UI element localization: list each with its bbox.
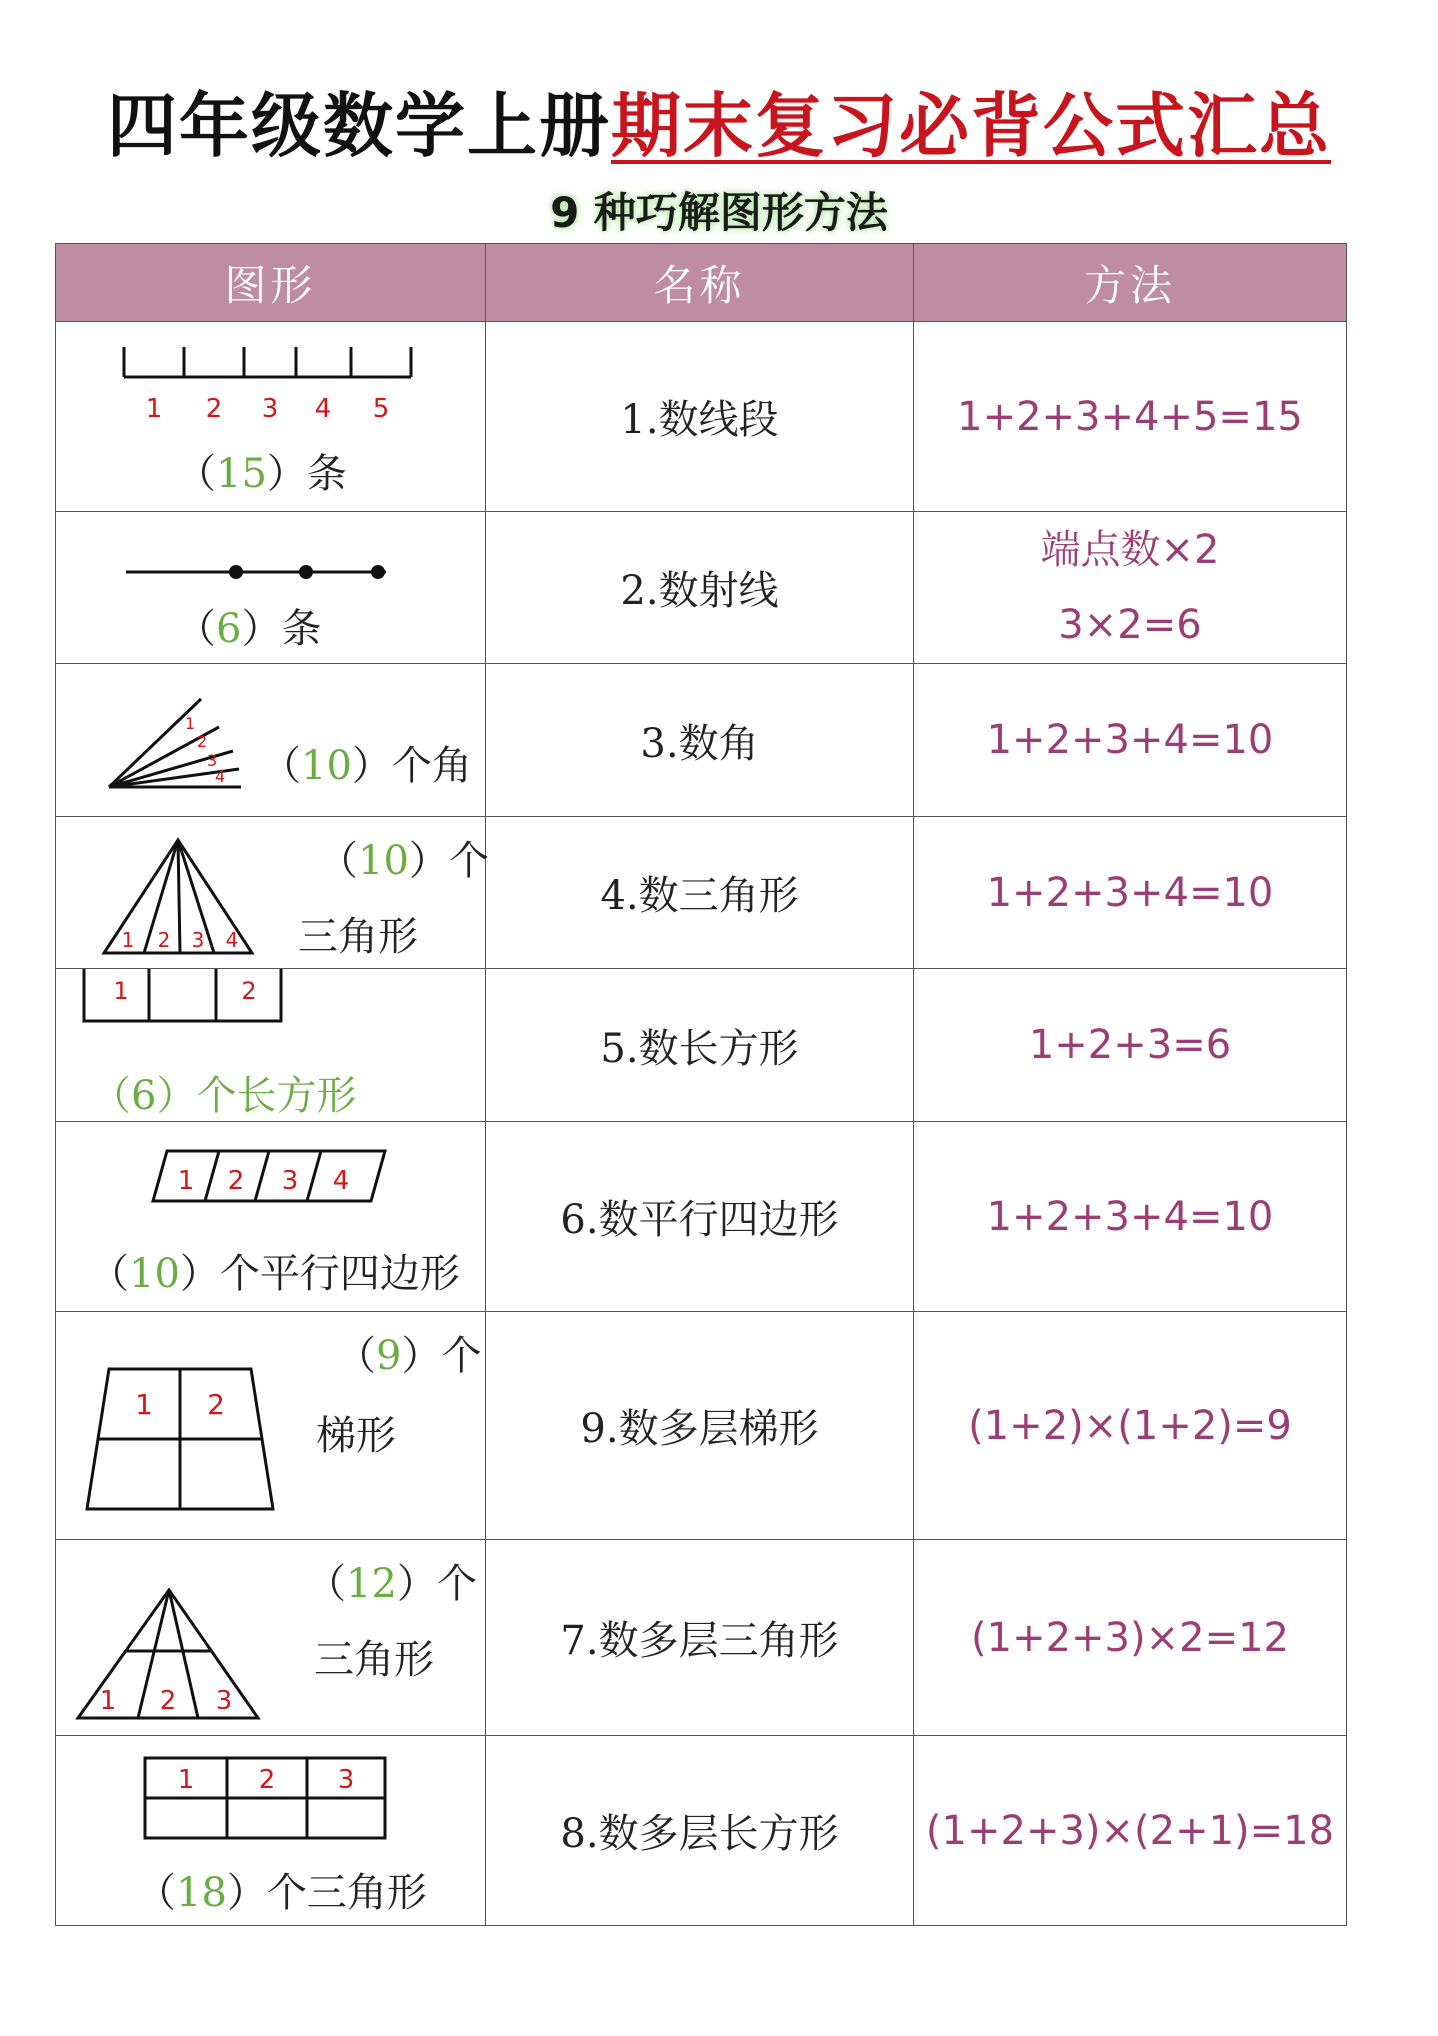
angle-label: 1 <box>185 714 196 733</box>
figure-cell <box>56 1312 486 1540</box>
layered-triangle-figure <box>74 1585 264 1725</box>
name-cell: 8.数多层长方形 <box>486 1736 914 1926</box>
segment-label: 3 <box>261 394 279 424</box>
name-cell: 5.数长方形 <box>486 969 914 1122</box>
triangle-label: 1 <box>121 928 135 952</box>
figure-caption-line-2: 三角形 <box>314 1637 434 1683</box>
figure-cell <box>56 322 486 512</box>
method-cell: 1+2+3+4=10 <box>914 1122 1347 1312</box>
count-number: 6 <box>216 606 242 652</box>
figure-cell <box>56 1540 486 1736</box>
triangle-label: 3 <box>191 928 205 952</box>
table-row <box>56 1312 1347 1540</box>
trapezoid-figure <box>81 1364 281 1514</box>
figure-caption: （18）个三角形 <box>136 1870 427 1916</box>
triangle-layer-label: 2 <box>159 1686 177 1716</box>
name-cell: 7.数多层三角形 <box>486 1540 914 1736</box>
triangle-label: 4 <box>225 928 239 952</box>
figure-caption: （10）个 <box>318 838 489 884</box>
figure-caption-line-2: 三角形 <box>298 914 418 960</box>
formula-table <box>55 243 1347 1926</box>
figure-cell <box>56 1736 486 1926</box>
count-number: 15 <box>216 451 267 497</box>
figure-cell <box>56 664 486 817</box>
rectangle-strip-figure <box>81 969 286 1025</box>
table-row <box>56 1736 1347 1926</box>
figure-cell <box>56 969 486 1122</box>
table-row <box>56 1540 1347 1736</box>
method-cell: 1+2+3=6 <box>914 969 1347 1122</box>
figure-caption: （10）个平行四边形 <box>89 1251 460 1297</box>
count-number: 10 <box>358 838 409 884</box>
count-number: 12 <box>346 1561 397 1607</box>
name-cell: 1.数线段 <box>486 322 914 512</box>
layered-rectangle-figure <box>141 1754 391 1844</box>
parallelogram-label: 2 <box>227 1166 245 1196</box>
parallelogram-figure <box>151 1147 391 1207</box>
method-line-1: 端点数×2 <box>1040 526 1220 573</box>
segment-label: 5 <box>372 394 390 424</box>
header-name: 名称 <box>486 244 914 322</box>
triangle-figure <box>96 835 261 960</box>
angle-figure <box>101 689 251 794</box>
title-part-1: 四年级数学上册 <box>107 85 611 167</box>
method-line-2: 3×2=6 <box>1058 601 1202 648</box>
name-cell: 2.数射线 <box>486 512 914 664</box>
table-row <box>56 1122 1347 1312</box>
figure-caption: （6）个长方形 <box>91 1073 357 1119</box>
page-subtitle: 9 种巧解图形方法 <box>550 188 888 237</box>
count-number: 10 <box>301 743 352 789</box>
method-cell: 1+2+3+4=10 <box>914 817 1347 969</box>
method-cell: 1+2+3+4=10 <box>914 664 1347 817</box>
angle-label: 3 <box>207 751 218 770</box>
figure-caption: （10）个角 <box>261 743 472 789</box>
table-row <box>56 512 1347 664</box>
method-cell: (1+2+3)×2=12 <box>914 1540 1347 1736</box>
title-part-2: 期末复习必背公式汇总 <box>611 85 1331 167</box>
rectangle-label: 2 <box>241 977 257 1005</box>
triangle-layer-label: 1 <box>99 1686 117 1716</box>
table-row <box>56 969 1347 1122</box>
segment-label: 1 <box>145 394 163 424</box>
header-figure: 图形 <box>56 244 486 322</box>
count-number: 10 <box>129 1251 180 1297</box>
parallelogram-label: 4 <box>332 1166 350 1196</box>
name-cell: 4.数三角形 <box>486 817 914 969</box>
method-cell <box>914 512 1347 664</box>
table-row <box>56 322 1347 512</box>
rectangle-layer-label: 3 <box>337 1765 355 1795</box>
table-header-row <box>56 244 1347 322</box>
segment-label: 2 <box>205 394 223 424</box>
name-cell: 6.数平行四边形 <box>486 1122 914 1312</box>
ray-figure <box>126 557 386 587</box>
angle-label: 4 <box>215 767 226 786</box>
triangle-layer-label: 3 <box>215 1686 233 1716</box>
trapezoid-label: 2 <box>207 1388 225 1421</box>
name-cell: 3.数角 <box>486 664 914 817</box>
method-cell: 1+2+3+4+5=15 <box>914 322 1347 512</box>
figure-cell <box>56 817 489 969</box>
count-number: 9 <box>376 1333 402 1379</box>
rectangle-layer-label: 2 <box>258 1765 276 1795</box>
figure-caption: （15）条 <box>176 451 347 497</box>
figure-caption: （12）个 <box>306 1561 477 1607</box>
method-cell: (1+2)×(1+2)=9 <box>914 1312 1347 1540</box>
figure-caption-line-2: 梯形 <box>316 1413 396 1459</box>
parallelogram-label: 1 <box>177 1166 195 1196</box>
angle-label: 2 <box>197 732 208 751</box>
segment-label: 4 <box>314 394 332 424</box>
header-method: 方法 <box>914 244 1347 322</box>
name-cell: 9.数多层梯形 <box>486 1312 914 1540</box>
figure-cell <box>56 512 486 664</box>
table-row <box>56 817 1347 969</box>
rectangle-label: 1 <box>113 977 129 1005</box>
count-number: 18 <box>176 1870 227 1916</box>
line-segment-figure <box>116 342 416 432</box>
trapezoid-label: 1 <box>135 1388 153 1421</box>
method-cell: (1+2+3)×(2+1)=18 <box>914 1736 1347 1926</box>
parallelogram-label: 3 <box>281 1166 299 1196</box>
table-row <box>56 664 1347 817</box>
figure-caption: （6）条 <box>176 606 322 652</box>
triangle-label: 2 <box>157 928 171 952</box>
rectangle-layer-label: 1 <box>177 1765 195 1795</box>
page-title <box>0 70 1438 171</box>
figure-cell <box>56 1122 486 1312</box>
figure-caption: （9）个 <box>336 1333 482 1379</box>
